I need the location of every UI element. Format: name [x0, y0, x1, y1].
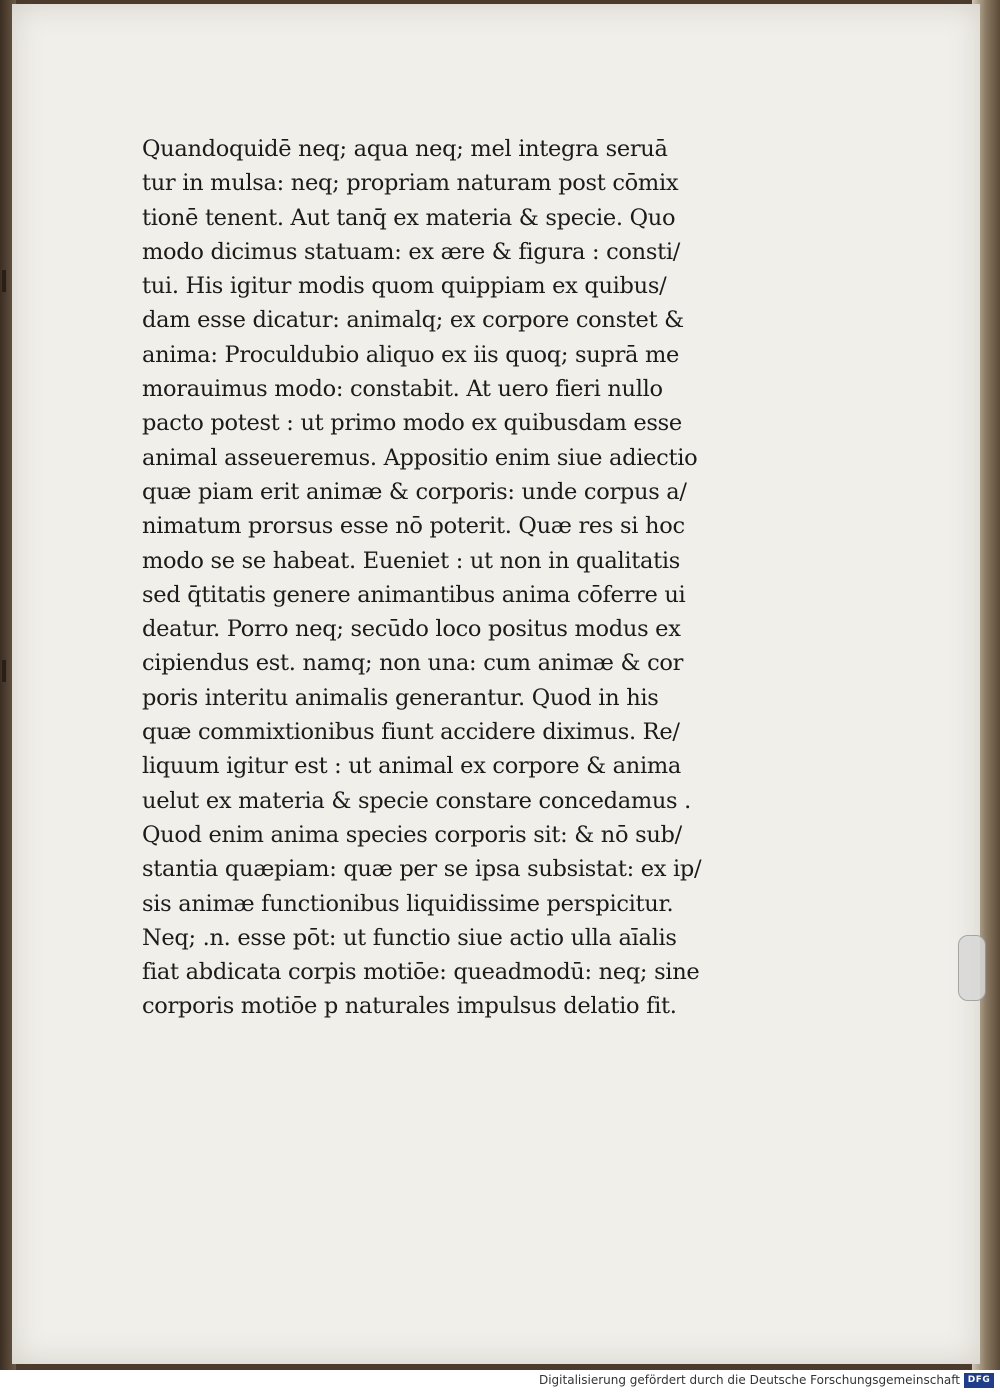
text-line: poris interitu animalis generantur. Quod in his — [142, 684, 659, 711]
dfg-logo: DFG — [964, 1373, 994, 1388]
text-line: corporis motiōe p naturales impulsus delatio fit. — [142, 993, 677, 1020]
text-line: anima: Proculdubio aliquo ex iis quoq; suprā me — [142, 341, 680, 368]
text-line: tur in mulsa: neq; propriam naturam post cōmix — [142, 170, 679, 197]
text-line: modo se se habeat. Eueniet : ut non in qualitatis — [142, 547, 681, 574]
text-line: nimatum prorsus esse nō poterit. Quæ res si hoc — [142, 513, 685, 540]
text-line: tionē tenent. Aut tanq̄ ex materia & specie. Quo — [142, 204, 676, 231]
binding-mark — [2, 660, 6, 682]
text-line: deatur. Porro neq; secūdo loco positus modus ex — [142, 616, 681, 643]
text-line: sed q̄titatis genere animantibus anima cōferre ui — [142, 581, 686, 608]
text-line: Quandoquidē neq; aqua neq; mel integra seruā — [142, 136, 668, 162]
text-line: morauimus modo: constabit. At uero fieri nullo — [142, 376, 663, 403]
text-line: quæ commixtionibus fiunt accidere diximus. Re/ — [142, 719, 680, 746]
page-text — [142, 132, 732, 1024]
text-line: sis animæ functionibus liquidissime perspicitur. — [142, 890, 674, 917]
text-line: animal asseueremus. Appositio enim siue adiectio — [142, 444, 698, 471]
text-line: fiat abdicata corpis motiōe: queadmodū: neq; sine — [142, 959, 700, 986]
page-clip — [958, 935, 986, 1001]
text-line: modo dicimus statuam: ex ære & figura : consti/ — [142, 238, 681, 265]
text-line: uelut ex materia & specie constare concedamus . — [142, 787, 691, 814]
text-line: Neq; .n. esse pōt: ut functio siue actio ulla aīalis — [142, 924, 677, 951]
text-line: dam esse dicatur: animalq; ex corpore constet & — [142, 307, 684, 334]
text-line: Quod enim anima species corporis sit: & nō sub/ — [142, 821, 682, 848]
text-line: stantia quæpiam: quæ per se ipsa subsistat: ex ip/ — [142, 856, 702, 883]
text-line: pacto potest : ut primo modo ex quibusdam esse — [142, 410, 682, 437]
binding-mark — [2, 270, 6, 292]
text-line: quæ piam erit animæ & corporis: unde corpus a/ — [142, 478, 687, 505]
text-line: tui. His igitur modis quom quippiam ex quibus/ — [142, 273, 667, 300]
text-line: cipiendus est. namq; non una: cum animæ & cor — [142, 650, 684, 677]
funding-credit: Digitalisierung gefördert durch die Deutsche Forschungsgemeinschaft — [538, 1373, 960, 1387]
text-line: liquum igitur est : ut animal ex corpore & anima — [142, 753, 682, 780]
